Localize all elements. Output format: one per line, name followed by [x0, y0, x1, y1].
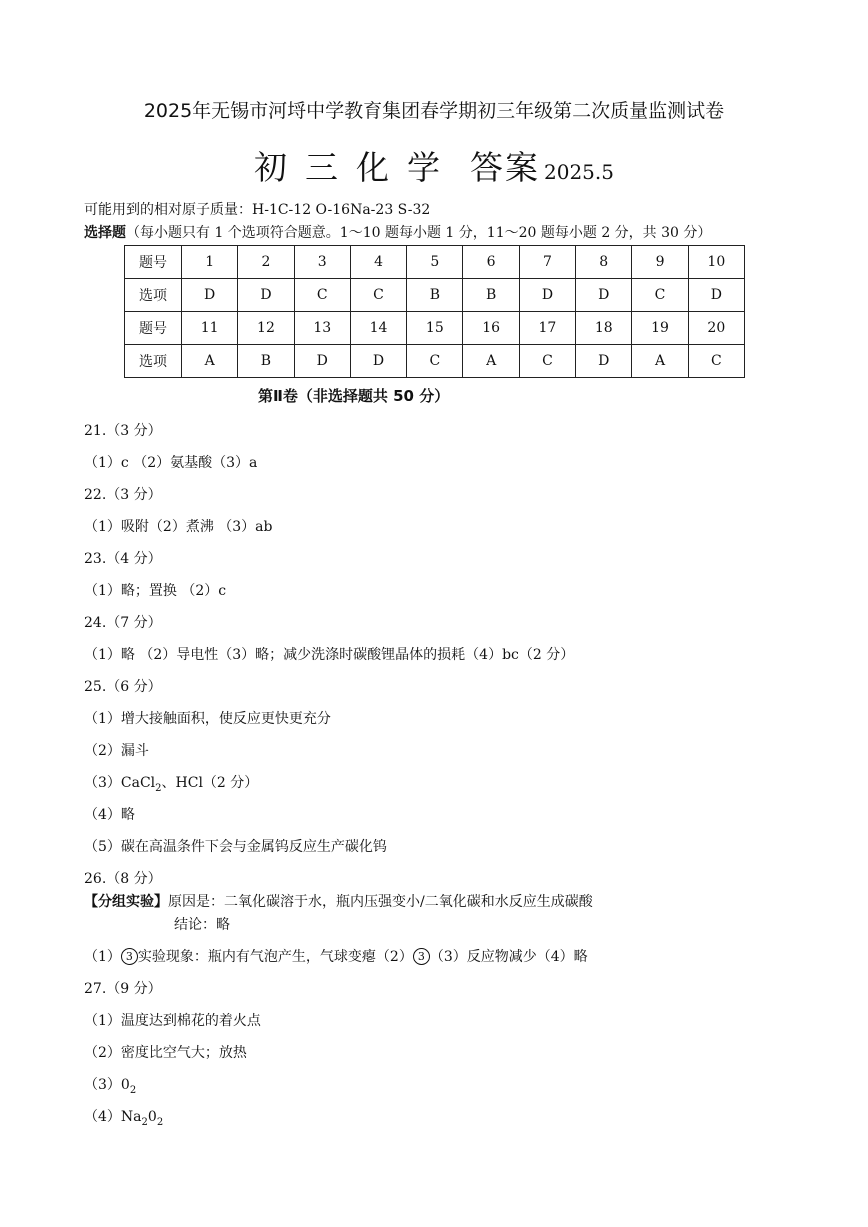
answer-cell: C [350, 279, 406, 312]
answer-cell: A [463, 345, 519, 378]
title-date: 2025.5 [544, 160, 614, 184]
question-number: 5 [407, 246, 463, 279]
q21-heading: 21.（3 分） [84, 423, 162, 439]
q26-answer-1-text: 实验现象：瓶内有气泡产生，气球变瘪（2） [137, 949, 413, 965]
question-number: 17 [519, 312, 575, 345]
question-number: 9 [632, 246, 688, 279]
answer-cell: C [407, 345, 463, 378]
q26-answer-1 [84, 946, 588, 966]
q25-answer-2: （2）漏斗 [84, 743, 149, 759]
question-number: 3 [294, 246, 350, 279]
q26-answer-1-suffix: （3）反应物减少（4）略 [429, 949, 588, 965]
q23-answer: （1）略；置换 （2）c [84, 583, 227, 599]
q22-answer: （1）吸附（2）煮沸 （3）ab [84, 519, 273, 535]
q27-answer-4 [84, 1106, 163, 1128]
question-number: 2 [238, 246, 294, 279]
answer-cell: B [407, 279, 463, 312]
answer-cell: C [519, 345, 575, 378]
question-number: 12 [238, 312, 294, 345]
answer-cell: C [688, 345, 744, 378]
q26-conclusion: 结论：略 [174, 917, 230, 933]
row-label-question: 题号 [125, 312, 182, 345]
table-row [125, 246, 745, 279]
q27-answer-2: （2）密度比空气大；放热 [84, 1045, 247, 1061]
row-label-option: 选项 [125, 279, 182, 312]
question-number: 10 [688, 246, 744, 279]
q27-answer-4-subscript: 2 [156, 1116, 164, 1128]
q25-answer-3-suffix: 、HCl（2 分） [161, 775, 259, 791]
q26-group-experiment [84, 891, 593, 911]
answer-cell: C [632, 279, 688, 312]
q22-heading: 22.（3 分） [84, 487, 162, 503]
question-number: 18 [576, 312, 632, 345]
q26-heading: 26.（8 分） [84, 871, 162, 887]
atomic-masses: 可能用到的相对原子质量：H-1C-12 O-16Na-23 S-32 [84, 202, 431, 218]
q25-answer-3 [84, 772, 258, 794]
q26-answer-1-prefix: （1） [84, 949, 121, 965]
title-answer: 答案 [470, 148, 540, 187]
table-row [125, 312, 745, 345]
question-number: 11 [182, 312, 238, 345]
answer-cell: A [182, 345, 238, 378]
question-number: 20 [688, 312, 744, 345]
q25-answer-4: （4）略 [84, 807, 135, 823]
answer-cell: B [238, 345, 294, 378]
question-number: 15 [407, 312, 463, 345]
answer-cell: D [576, 345, 632, 378]
answer-cell: D [688, 279, 744, 312]
question-number: 19 [632, 312, 688, 345]
section1-note: （每小题只有 1 个选项符合题意。1～10 题每小题 1 分，11～20 题每小题 2 分，共 30 分） [126, 225, 712, 241]
row-label-question: 题号 [125, 246, 182, 279]
answer-cell: A [632, 345, 688, 378]
answer-cell: D [519, 279, 575, 312]
q27-answer-3-subscript: 2 [129, 1084, 137, 1096]
answer-cell: D [294, 345, 350, 378]
q25-heading: 25.（6 分） [84, 679, 162, 695]
q21-answer: （1）c （2）氨基酸（3）a [84, 455, 258, 471]
q25-answer-5: （5）碳在高温条件下会与金属钨反应生产碳化钨 [84, 839, 387, 855]
exam-header: 2025年无锡市河埒中学教育集团春学期初三年级第二次质量监测试卷 [143, 100, 725, 122]
question-number: 16 [463, 312, 519, 345]
table-row [125, 279, 745, 312]
answer-cell: C [294, 279, 350, 312]
q24-heading: 24.（7 分） [84, 615, 162, 631]
q24-answer: （1）略 （2）导电性（3）略；减少洗涤时碳酸锂晶体的损耗（4）bc（2 分） [84, 647, 575, 663]
question-number: 8 [576, 246, 632, 279]
circled-number-icon: 3 [413, 948, 430, 965]
q27-heading: 27.（9 分） [84, 981, 162, 997]
row-label-option: 选项 [125, 345, 182, 378]
answer-cell: D [576, 279, 632, 312]
q25-answer-3-subscript: 2 [155, 782, 162, 794]
answer-cell: D [238, 279, 294, 312]
section1-label: 选择题 [84, 225, 126, 241]
answer-cell: B [463, 279, 519, 312]
page-title [0, 142, 868, 189]
question-number: 14 [350, 312, 406, 345]
q26-group-label: 【分组实验】 [84, 894, 168, 910]
q27-answer-4-subscript: 2 [141, 1116, 148, 1128]
q25-answer-3-prefix: （3）CaCl [84, 775, 156, 791]
question-number: 4 [350, 246, 406, 279]
q25-answer-1: （1）增大接触面积，使反应更快更充分 [84, 711, 331, 727]
q27-answer-1: （1）温度达到棉花的着火点 [84, 1013, 261, 1029]
q27-answer-4-prefix: （4）Na [84, 1109, 142, 1125]
q27-answer-3-prefix: （3）0 [84, 1077, 130, 1093]
question-number: 13 [294, 312, 350, 345]
title-subject: 初三化学 [254, 148, 458, 187]
question-number: 1 [182, 246, 238, 279]
q26-group-text: 原因是：二氧化碳溶于水，瓶内压强变小/二氧化碳和水反应生成碳酸 [168, 894, 593, 910]
answer-cell: D [350, 345, 406, 378]
table-row [125, 345, 745, 378]
answer-cell: D [182, 279, 238, 312]
circled-number-icon: 3 [121, 948, 138, 965]
question-number: 6 [463, 246, 519, 279]
q27-answer-3 [84, 1074, 136, 1096]
section2-heading: 第Ⅱ卷（非选择题共 50 分） [258, 387, 450, 405]
question-number: 7 [519, 246, 575, 279]
section1-heading [84, 222, 711, 242]
answer-table [124, 245, 745, 378]
q23-heading: 23.（4 分） [84, 551, 162, 567]
q27-answer-4-mid: 0 [147, 1109, 157, 1125]
